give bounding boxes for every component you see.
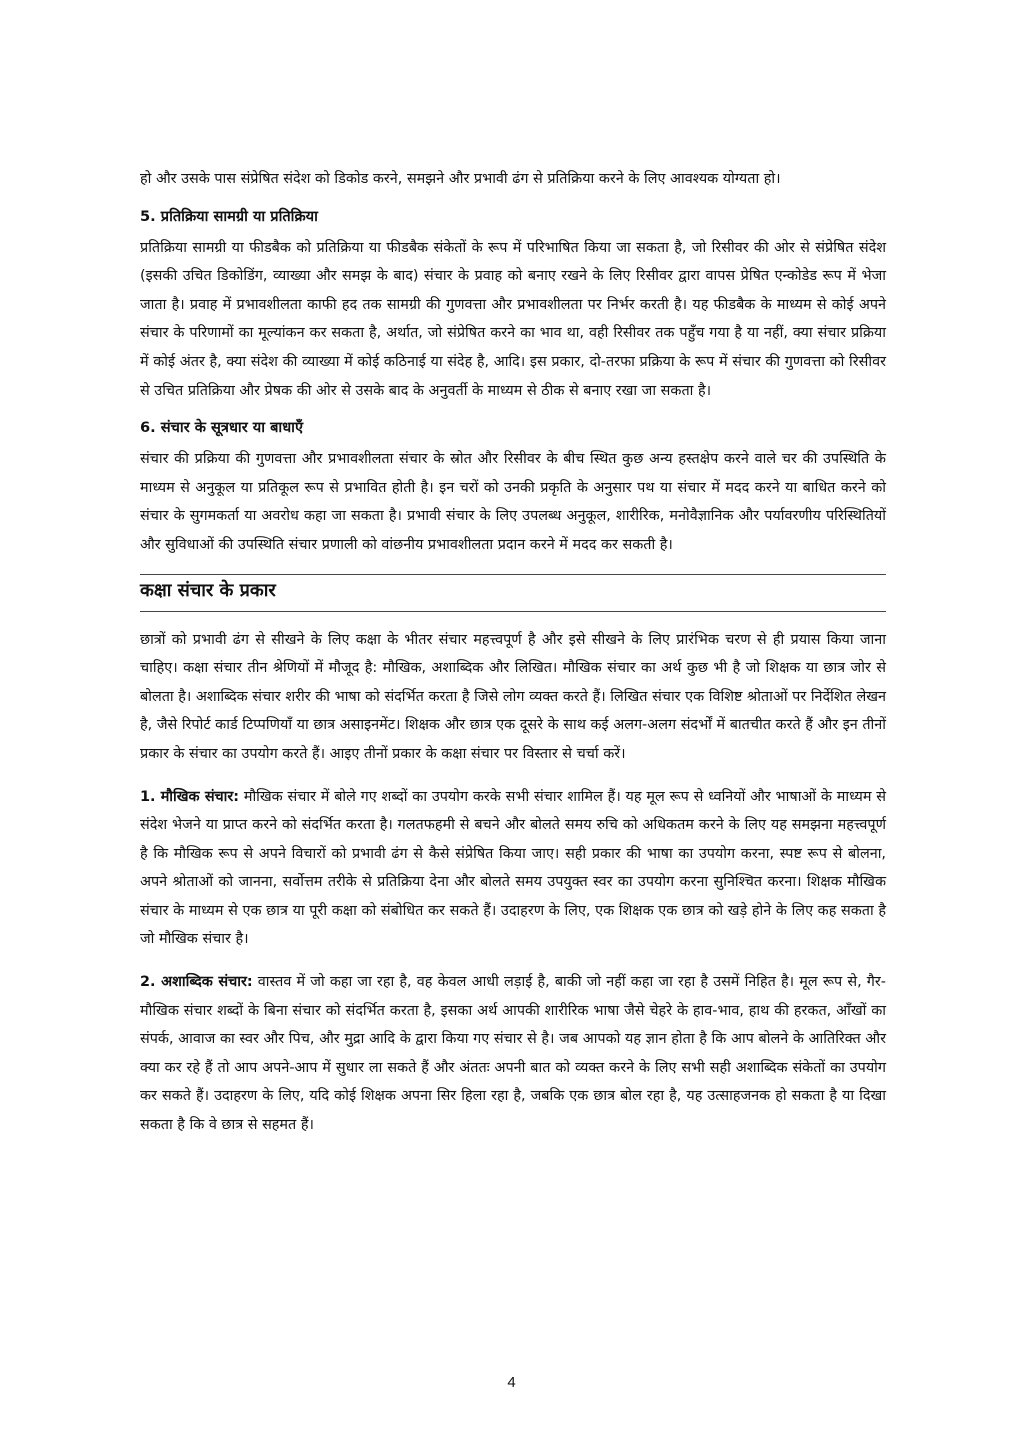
verbal-communication-lead: 1. मौखिक संचार: bbox=[140, 788, 240, 805]
verbal-communication-body: मौखिक संचार में बोले गए शब्दों का उपयोग करके सभी संचार शामिल हैं। यह मूल रूप से ध्वनियों और भाषाओं के माध्यम से संदेश भेजने या प्राप्त करने को संदर्भित करता है। गलतफहमी से बचने और बोलते समय रुचि को अधिकतम करने के लिए यह समझना महत्त्वपूर्ण है कि मौखिक रूप से अपने विचारों को प्रभावी ढंग से कैसे संप्रेषित किया जाए। सही प्रकार की भाषा का उपयोग करना, स्पष्ट रूप से बोलना, अपने श्रोताओं को जानना, सर्वोत्तम तरीके से प्रतिक्रिया देना और बोलते समय उपयुक्त स्वर का उपयोग करना सुनिश्चित करना। शिक्षक मौखिक संचार के माध्यम से एक छात्र या पूरी कक्षा को संबोधित कर सकते हैं। उदाहरण के लिए, एक शिक्षक एक छात्र को खड़े होने के लिए कह सकता है जो मौखिक संचार है। bbox=[140, 788, 886, 948]
page-number: 4 bbox=[507, 1374, 516, 1391]
nonverbal-communication-lead: 2. अशाब्दिक संचार: bbox=[140, 974, 253, 991]
page-content bbox=[140, 165, 886, 1140]
classroom-section-title-block bbox=[140, 574, 886, 612]
nonverbal-communication-paragraph bbox=[140, 968, 886, 1140]
section-6-heading: 6. संचार के सूत्रधार या बाधाएँ bbox=[140, 419, 304, 437]
verbal-communication-paragraph bbox=[140, 783, 886, 955]
section-5-body: प्रतिक्रिया सामग्री या फीडबैक को प्रतिक्रिया या फीडबैक संकेतों के रूप में परिभाषित किया जा सकता है, जो रिसीवर की ओर से संप्रेषित संदेश (इसकी उचित डिकोडिंग, व्याख्या और समझ के बाद) संचार के प्रवाह को बनाए रखने के लिए रिसीवर द्वारा वापस प्रेषित एन्कोडेड रूप में भेजा जाता है। प्रवाह में प्रभावशीलता काफी हद तक सामग्री की गुणवत्ता और प्रभावशीलता पर निर्भर करती है। यह फीडबैक के माध्यम से कोई अपने संचार के परिणामों का मूल्यांकन कर सकता है, अर्थात, जो संप्रेषित करने का भाव था, वही रिसीवर तक पहुँच गया है या नहीं, क्या संचार प्रक्रिया में कोई अंतर है, क्या संदेश की व्याख्या में कोई कठिनाई या संदेह है, आदि। इस प्रकार, दो-तरफा प्रक्रिया के रूप में संचार की गुणवत्ता को रिसीवर से उचित प्रतिक्रिया और प्रेषक की ओर से उसके बाद के अनुवर्ती के माध्यम से ठीक से बनाए रखा जा सकता है। bbox=[140, 239, 886, 399]
section-6-body: संचार की प्रक्रिया की गुणवत्ता और प्रभावशीलता संचार के स्रोत और रिसीवर के बीच स्थित कुछ अन्य हस्तक्षेप करने वाले चर की उपस्थिति के माध्यम से अनुकूल या प्रतिकूल रूप से प्रभावित होती है। इन चरों को उनकी प्रकृति के अनुसार पथ या संचार में मदद करने या बाधित करने को संचार के सुगमकर्ता या अवरोध कहा जा सकता है। प्रभावी संचार के लिए उपलब्ध अनुकूल, शारीरिक, मनोवैज्ञानिक और पर्यावरणीय परिस्थितियों और सुविधाओं की उपस्थिति संचार प्रणाली को वांछनीय प्रभावशीलता प्रदान करने में मदद कर सकती है। bbox=[140, 451, 886, 553]
section-5-heading: 5. प्रतिक्रिया सामग्री या प्रतिक्रिया bbox=[140, 207, 318, 225]
intro-continuation-paragraph: हो और उसके पास संप्रेषित संदेश को डिकोड करने, समझने और प्रभावी ढंग से प्रतिक्रिया करने के लिए आवश्यक योग्यता हो। bbox=[140, 171, 781, 187]
nonverbal-communication-body: वास्तव में जो कहा जा रहा है, वह केवल आधी लड़ाई है, बाकी जो नहीं कहा जा रहा है उसमें निहित है। मूल रूप से, गैर-मौखिक संचार शब्दों के बिना संचार को संदर्भित करता है, इसका अर्थ आपकी शारीरिक भाषा जैसे चेहरे के हाव-भाव, हाथ की हरकत, आँखों का संपर्क, आवाज का स्वर और पिच, और मुद्रा आदि के द्वारा किया गए संचार से है। जब आपको यह ज्ञान होता है कि आप बोलने के आतिरिक्त और क्या कर रहे हैं तो आप अपने-आप में सुधार ला सकते हैं और अंततः अपनी बात को व्यक्त करने के लिए सभी सही अशाब्दिक संकेतों का उपयोग कर सकते हैं। उदाहरण के लिए, यदि कोई शिक्षक अपना सिर हिला रहा है, जबकि एक छात्र बोल रहा है, यह उत्साहजनक हो सकता है या दिखा सकता है कि वे छात्र से सहमत हैं। bbox=[140, 974, 886, 1134]
classroom-intro-paragraph: छात्रों को प्रभावी ढंग से सीखने के लिए कक्षा के भीतर संचार महत्त्वपूर्ण है और इसे सीखने के लिए प्रारंभिक चरण से ही प्रयास किया जाना चाहिए। कक्षा संचार तीन श्रेणियों में मौजूद है: मौखिक, अशाब्दिक और लिखित। मौखिक संचार का अर्थ कुछ भी है जो शिक्षक या छात्र जोर से बोलता है। अशाब्दिक संचार शरीर की भाषा को संदर्भित करता है जिसे लोग व्यक्त करते हैं। लिखित संचार एक विशिष्ट श्रोताओं पर निर्देशित लेखन है, जैसे रिपोर्ट कार्ड टिप्पणियाँ या छात्र असाइनमेंट। शिक्षक और छात्र एक दूसरे के साथ कई अलग-अलग संदर्भों में बातचीत करते हैं और इन तीनों प्रकार के संचार का उपयोग करते हैं। आइए तीनों प्रकार के कक्षा संचार पर विस्तार से चर्चा करें। bbox=[140, 631, 886, 762]
classroom-section-title: कक्षा संचार के प्रकार bbox=[140, 579, 276, 601]
